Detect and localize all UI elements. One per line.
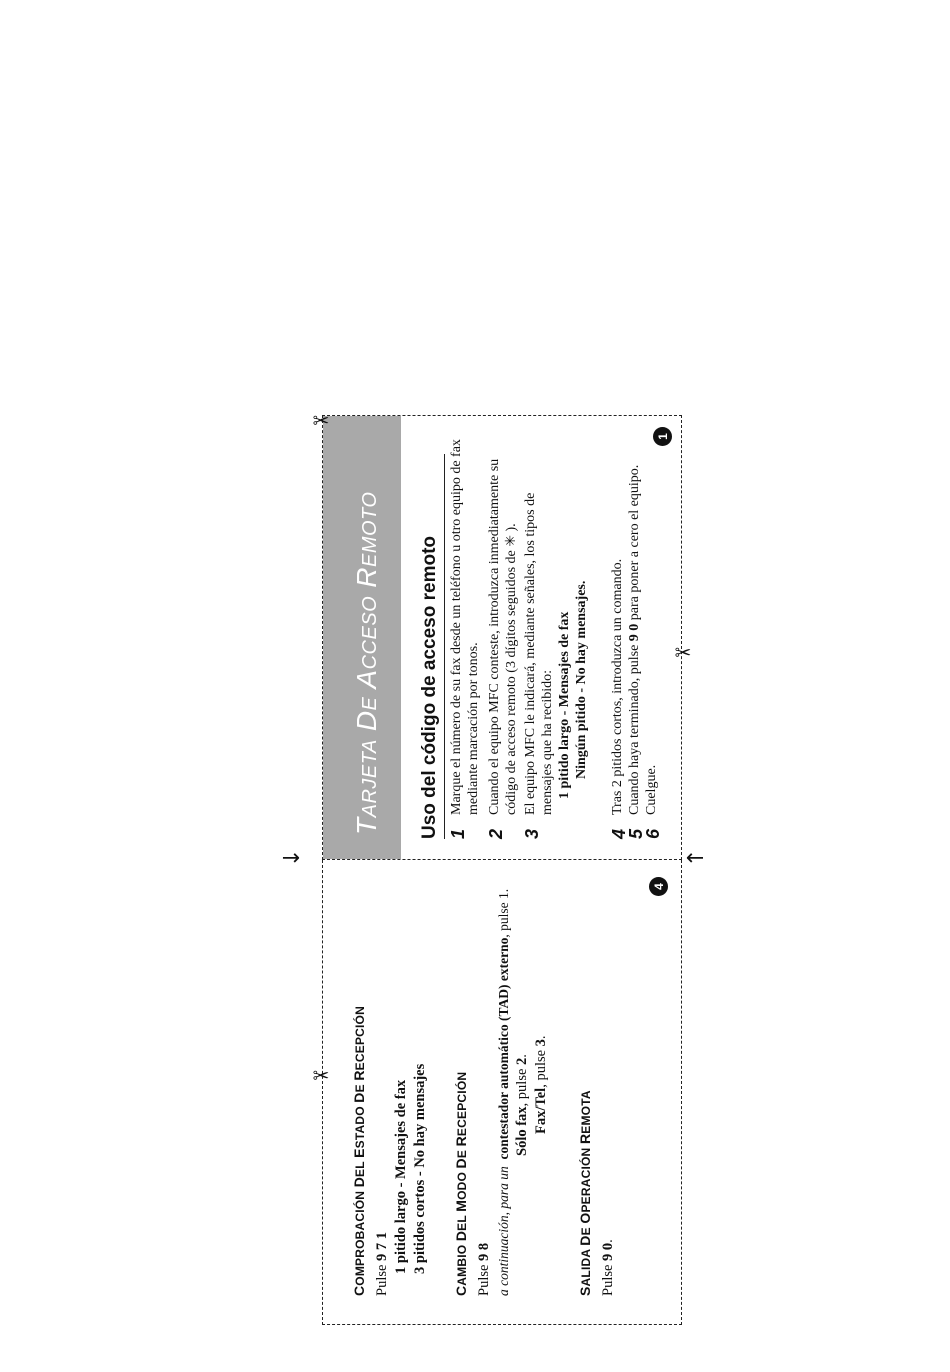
- pulse-line: Pulse 9 0.: [600, 1239, 616, 1296]
- status-line-1: 1 pitido largo - Mensajes de fax: [393, 1079, 409, 1274]
- fold-arrow-icon: ↑: [684, 848, 709, 867]
- status-line-2: 3 pitidos cortos - No hay mensajes: [412, 1063, 428, 1274]
- section-title-exit-remote: SALIDA DE OPERACIÓN REMOTA: [577, 1090, 593, 1296]
- page-number-badge: 1: [653, 427, 672, 446]
- title-band: [323, 416, 401, 859]
- pulse-line: Pulse 9 8: [476, 1242, 492, 1296]
- reception-mode-section: [453, 866, 551, 1296]
- pulse-line: Pulse 9 7 1: [374, 1231, 390, 1296]
- scissors-icon: ✂: [674, 640, 692, 665]
- step-1: 1 Marque el número de su fax desde un teléfono u otro equipo de fax mediante marcación por tonos.: [448, 439, 481, 839]
- scissors-icon: ✂: [312, 408, 330, 433]
- left-panel: [312, 860, 682, 1325]
- step-3: 3 El equipo MFC le indicará, mediante señales, los tipos de mensajes que ha recibido: 1 pitido largo - Mensajes de fax Ningún pitido - No hay mensajes.: [522, 492, 589, 839]
- page-number-badge: 4: [649, 877, 668, 896]
- right-panel: [312, 408, 692, 860]
- step-6: 6 Cuelgue.: [643, 764, 663, 839]
- mode-option-fax-only: Sólo fax, pulse 2.: [514, 1054, 530, 1156]
- reception-status-section: [351, 876, 430, 1296]
- section-title-reception-status: COMPROBACIÓN DEL ESTADO DE RECEPCIÓN: [351, 1006, 367, 1296]
- remote-code-heading: Uso del código de acceso remoto: [419, 454, 445, 839]
- mode-option-fax-tel: Fax/Tel, pulse 3.: [533, 1035, 549, 1134]
- remote-access-card: [280, 408, 709, 1325]
- scissors-icon: ✂: [312, 1063, 330, 1088]
- step-5: 5 Cuando haya terminado, pulse 9 0 para poner a cero el equipo.: [626, 464, 646, 839]
- fold-arrow-icon: ↓: [280, 848, 305, 867]
- step-4: 4 Tras 2 pitidos cortos, introduzca un comando.: [609, 558, 629, 839]
- card-title: TARJETA DE ACCESO REMOTO: [351, 491, 382, 835]
- mode-intro: a continuación, para un contestador automático (TAD) externo, pulse 1.: [496, 888, 511, 1296]
- step-2: 2 Cuando el equipo MFC conteste, introduzca inmediatamente su código de acceso remoto (3 dígitos seguidos de ✳ ).: [486, 458, 519, 839]
- exit-remote-section: [577, 876, 618, 1296]
- section-title-reception-mode: CAMBIO DEL MODO DE RECEPCIÓN: [453, 1071, 469, 1296]
